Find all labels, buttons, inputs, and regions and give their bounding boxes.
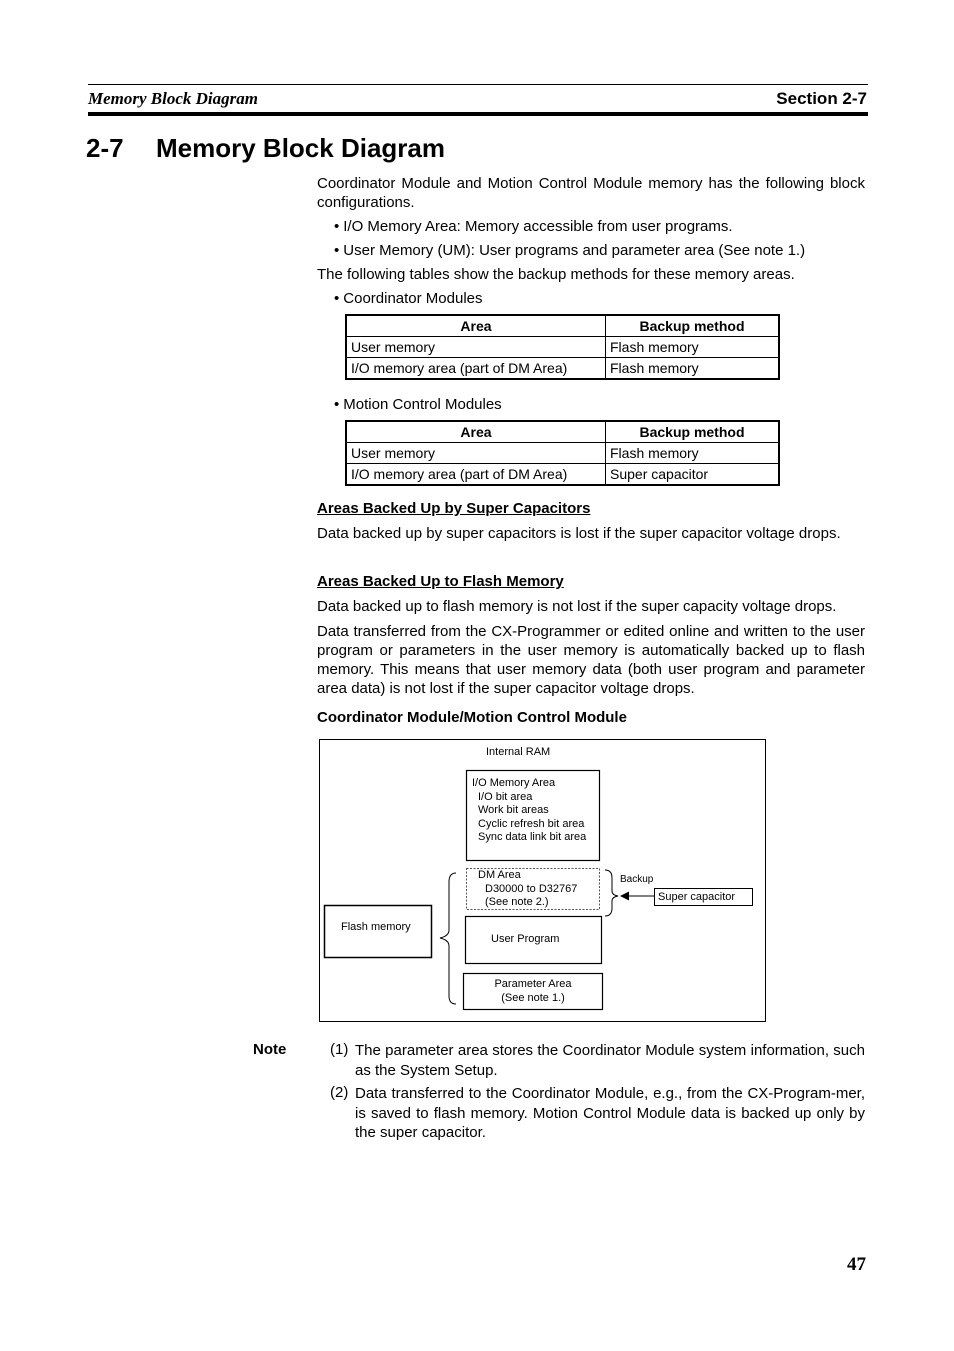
note-1-number: (1) bbox=[330, 1041, 349, 1058]
dm-area-note: (See note 2.) bbox=[485, 896, 549, 908]
table-cell: Flash memory bbox=[606, 358, 780, 380]
table-header-area: Area bbox=[346, 315, 606, 337]
table-cell: I/O memory area (part of DM Area) bbox=[346, 464, 606, 486]
super-cap-heading: Areas Backed Up by Super Capacitors bbox=[317, 500, 591, 517]
cyclic-refresh-label: Cyclic refresh bit area bbox=[478, 817, 585, 830]
note-label: Note bbox=[253, 1041, 287, 1058]
note-1-text: The parameter area stores the Coordinator Module system information, such as the System Setup. bbox=[355, 1042, 865, 1079]
dm-area-title: DM Area bbox=[478, 869, 521, 881]
page-number: 47 bbox=[847, 1254, 866, 1275]
note-2-text: Data transferred to the Coordinator Module, e.g., from the CX-Program-mer, is saved to flash memory. Motion Control Module data is backed up only by the super capacitor. bbox=[355, 1085, 865, 1141]
dm-area-range: D30000 to D32767 bbox=[485, 882, 578, 895]
flash-brace bbox=[440, 873, 456, 1004]
table-cell: Super capacitor bbox=[606, 464, 780, 486]
motion-label: • Motion Control Modules bbox=[334, 395, 502, 414]
parameter-area-text bbox=[463, 978, 603, 1005]
super-cap-text: Data backed up by super capacitors is lost if the super capacitor voltage drops. bbox=[317, 525, 841, 542]
tables-intro: The following tables show the backup methods for these memory areas. bbox=[317, 266, 795, 283]
diagram-heading: Coordinator Module/Motion Control Module bbox=[317, 709, 627, 726]
parameter-area-note: (See note 1.) bbox=[501, 991, 565, 1004]
io-memory-area-text bbox=[472, 777, 586, 845]
dm-area-text bbox=[478, 869, 577, 910]
backup-brace bbox=[605, 870, 618, 916]
running-header-section: Section 2-7 bbox=[776, 89, 867, 108]
user-program-label: User Program bbox=[491, 933, 560, 945]
section-title-text: Memory Block Diagram bbox=[156, 133, 445, 163]
work-bit-areas-label: Work bit areas bbox=[478, 804, 549, 816]
parameter-area-title: Parameter Area bbox=[494, 978, 572, 990]
flash-heading: Areas Backed Up to Flash Memory bbox=[317, 573, 564, 590]
section-number: 2-7 bbox=[86, 133, 124, 163]
backup-arrow-head bbox=[620, 892, 629, 901]
sync-data-link-label: Sync data link bit area bbox=[478, 831, 587, 843]
table-cell: User memory bbox=[346, 443, 606, 464]
backup-label: Backup bbox=[620, 874, 654, 885]
table-cell: Flash memory bbox=[606, 337, 780, 358]
coordinator-label: • Coordinator Modules bbox=[334, 289, 483, 308]
table-header-area: Area bbox=[346, 421, 606, 443]
note-2-number: (2) bbox=[330, 1084, 349, 1101]
flash-memory-label: Flash memory bbox=[341, 921, 411, 933]
table-header-backup: Backup method bbox=[606, 315, 780, 337]
table-cell: User memory bbox=[346, 337, 606, 358]
bullet-io-memory: • I/O Memory Area: Memory accessible from user programs. bbox=[334, 217, 733, 236]
internal-ram-label: Internal RAM bbox=[486, 746, 551, 758]
bullet-user-memory: • User Memory (UM): User programs and parameter area (See note 1.) bbox=[334, 241, 805, 260]
running-header-title: Memory Block Diagram bbox=[88, 89, 258, 108]
io-bit-area-label: I/O bit area bbox=[478, 790, 533, 803]
super-capacitor-label: Super capacitor bbox=[658, 891, 736, 903]
io-area-title: I/O Memory Area bbox=[472, 777, 556, 789]
table-cell: Flash memory bbox=[606, 443, 780, 464]
intro-paragraph: Coordinator Module and Motion Control Module memory has the following block configurations. bbox=[317, 175, 865, 211]
flash-text-1: Data backed up to flash memory is not lost if the super capacity voltage drops. bbox=[317, 598, 837, 615]
table-cell: I/O memory area (part of DM Area) bbox=[346, 358, 606, 380]
table-header-backup: Backup method bbox=[606, 421, 780, 443]
flash-text-2: Data transferred from the CX-Programmer or edited online and written to the user program or parameters in the user memory is automatically backed up to flash memory. This means that user memory data (both user program and parameter area data) is not lost if the super capacitor voltage drops. bbox=[317, 623, 865, 697]
